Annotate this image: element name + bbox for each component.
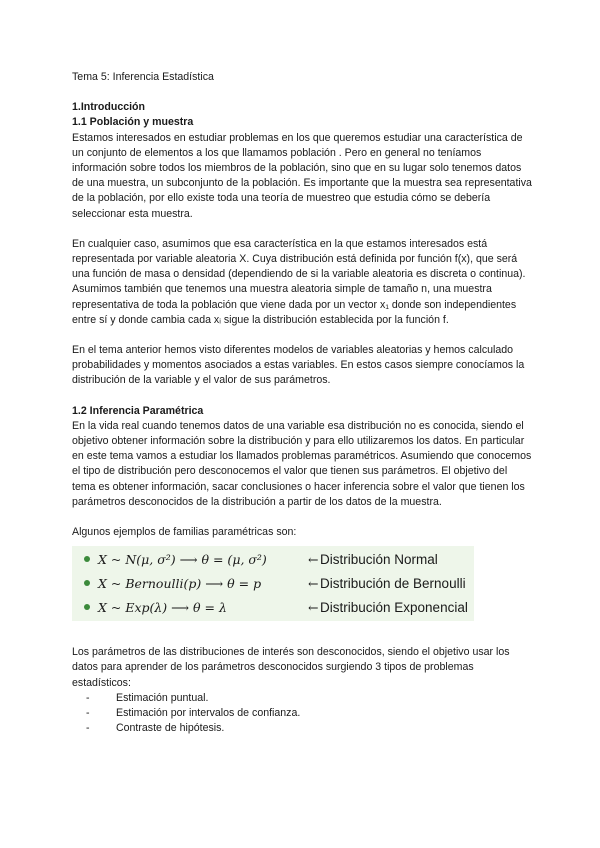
example-formula: X ~ Bernoulli(p) ⟶ θ = p	[98, 575, 262, 591]
list-dash: -	[86, 707, 90, 720]
paragraph-2: En cualquier caso, asumimos que esa característica en la que estamos interesados está representada por variable aleatoria X. Cuya distribución está definida por función f(x), que será una función de masa o densidad (dependiendo de si la variable aleatoria es discreta o continua). Asumimos también que tenemos una muestra aleatoria simple de tamaño n, una muestra representativa de toda la población que viene dada por un vector x₁ donde son independientes entre sí y donde cambia cada xᵢ sigue la distribución establecida por la función f.	[72, 237, 526, 326]
example-formula: X ~ N(μ, σ²) ⟶ θ = (μ, σ²)	[98, 551, 267, 567]
bullet-icon	[84, 604, 90, 610]
document-title: Tema 5: Inferencia Estadística	[72, 71, 214, 83]
paragraph-3: En el tema anterior hemos visto diferentes modelos de variables aleatorias y hemos calculado probabilidades y momentos asociados a estas variables. En estos casos siempre conocíamos la distribución de la variable y el valor de sus parámetros.	[72, 344, 525, 387]
paragraph-5: Los parámetros de las distribuciones de interés son desconocidos, siendo el objetivo usar los datos para aprender de los parámetros desconocidos surgiendo 3 tipos de problemas estadísticos:	[72, 646, 510, 689]
example-formula: X ~ Exp(λ) ⟶ θ = λ	[98, 599, 227, 615]
example-label: Distribución de Bernoulli	[320, 575, 466, 591]
list-item-text: Estimación por intervalos de confianza.	[116, 707, 301, 720]
list-item-text: Estimación puntual.	[116, 691, 209, 704]
list-item-text: Contraste de hipótesis.	[116, 722, 225, 735]
subsection-heading-inferencia: 1.2 Inferencia Paramétrica	[72, 404, 204, 417]
examples-intro: Algunos ejemplos de familias paramétricas son:	[72, 526, 297, 539]
example-row-normal	[84, 548, 438, 570]
left-arrow-icon: ←	[308, 599, 319, 615]
left-arrow-icon: ←	[308, 551, 319, 567]
list-dash: -	[86, 691, 90, 704]
section-heading-introduccion: 1.Introducción	[72, 101, 145, 114]
example-row-exponencial	[84, 596, 468, 618]
paragraph-1: Estamos interesados en estudiar problemas en los que queremos estudiar una característica de un conjunto de elementos a los que llamamos población . Pero en general no teníamos información sobre todos los miembros de la población, sino que en su lugar solo tenemos datos de una muestra, un subconjunto de la población. Es importante que la muestra sea representativa de la población, por ello existe toda una teoría de muestreo que estudia cómo se debería seleccionar esta muestra.	[72, 131, 532, 220]
example-label: Distribución Exponencial	[320, 599, 468, 615]
list-item	[72, 691, 532, 706]
example-row-bernoulli	[84, 572, 466, 594]
example-label: Distribución Normal	[320, 551, 438, 567]
subsection-heading-poblacion: 1.1 Población y muestra	[72, 116, 194, 129]
list-item	[72, 706, 532, 721]
left-arrow-icon: ←	[308, 575, 319, 591]
bullet-icon	[84, 556, 90, 562]
problem-types-list	[72, 691, 532, 737]
document-page	[72, 70, 532, 737]
list-item	[72, 721, 532, 736]
examples-figure	[72, 546, 474, 621]
paragraph-4: En la vida real cuando tenemos datos de una variable esa distribución no es conocida, siendo el objetivo obtener información sobre la distribución y para ello utilizaremos los datos. En particular en este tema vamos a estudiar los llamados problemas paramétricos. Asumiendo que conocemos el tipo de distribución pero desconocemos el valor que tienen sus parámetros. El objetivo del tema es obtener información, sacar conclusiones o hacer inferencia sobre el valor que tienen los parámetros desconocidos de la distribución a partir de los datos de la muestra.	[72, 419, 532, 508]
list-dash: -	[86, 722, 90, 735]
bullet-icon	[84, 580, 90, 586]
